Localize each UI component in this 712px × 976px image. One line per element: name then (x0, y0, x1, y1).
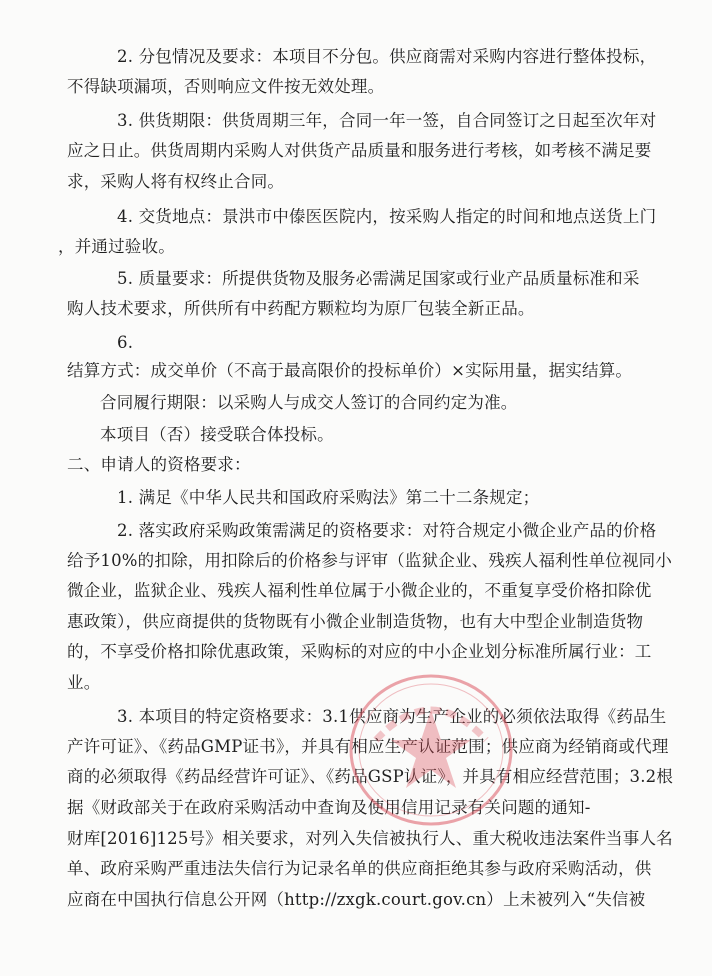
text-line: 业。 (67, 673, 101, 692)
text-line: 6. (117, 333, 134, 352)
text-line: 微企业，监狱企业、残疾人福利性单位属于小微企业的，不重复享受价格扣除优 (67, 581, 652, 600)
text-line: 产许可证》、《药品GMP证书》，并具有相应生产认证范围；供应商为经销商或代理 (67, 737, 669, 756)
text-line: 给予10%的扣除，用扣除后的价格参与评审（监狱企业、残疾人福利性单位视同小 (67, 551, 673, 570)
text-line: 求，采购人将有权终止合同。 (67, 172, 285, 191)
text-line: 单、政府采购严重违法失信行为记录名单的供应商拒绝其参与政府采购活动，供 (67, 859, 652, 878)
text-line: 不得缺项漏项，否则响应文件按无效处理。 (67, 77, 385, 96)
text-line: 本项目（否）接受联合体投标。 (100, 425, 334, 444)
text-line: 商的必须取得《药品经营许可证》、《药品GSP认证》，并具有相应经营范围；3.2根 (67, 767, 674, 786)
text-line: 购人技术要求，所供所有中药配方颗粒均为原厂包装全新正品。 (67, 299, 535, 318)
text-line: 结算方式：成交单价（不高于最高限价的投标单价）×实际用量，据实结算。 (67, 361, 633, 380)
text-line: 的，不享受价格扣除优惠政策，采购标的对应的中小企业划分标准所属行业：工 (67, 642, 652, 661)
text-line: 3. 本项目的特定资格要求：3.1供应商为生产企业的必须依法取得《药品生 (117, 707, 667, 726)
text-line: 应之日止。供货周期内采购人对供货产品质量和服务进行考核，如考核不满足要 (67, 141, 652, 160)
text-line: 2. 分包情况及要求：本项目不分包。供应商需对采购内容进行整体投标， (117, 47, 657, 66)
text-line: 1. 满足《中华人民共和国政府采购法》第二十二条规定； (117, 488, 540, 507)
text-line: 5. 质量要求：所提供货物及服务必需满足国家或行业产品质量标准和采 (117, 269, 640, 288)
text-line: 合同履行期限：以采购人与成交人签订的合同约定为准。 (100, 393, 518, 412)
text-line: 惠政策），供应商提供的货物既有小微企业制造货物，也有大中型企业制造货物 (67, 612, 644, 631)
section-heading: 二、申请人的资格要求： (67, 455, 251, 474)
text-line: 4. 交货地点：景洪市中傣医医院内，按采购人指定的时间和地点送货上门 (117, 207, 657, 226)
text-line: 3. 供货期限：供货周期三年，合同一年一签，自合同签订之日起至次年对 (117, 111, 657, 130)
text-line: 据《财政部关于在政府采购活动中查询及使用信用记录有关问题的通知- (67, 798, 591, 817)
text-line: ，并通过验收。 (58, 237, 175, 256)
text-line: 应商在中国执行信息公开网（http://zxgk.court.gov.cn）上未被列入“失信被 (67, 890, 646, 909)
text-line: 2. 落实政府采购政策需满足的资格要求：对符合规定小微企业产品的价格 (117, 521, 657, 540)
text-line: 财库[2016]125号》相关要求，对列入失信被执行人、重大税收违法案件当事人名 (67, 829, 673, 848)
